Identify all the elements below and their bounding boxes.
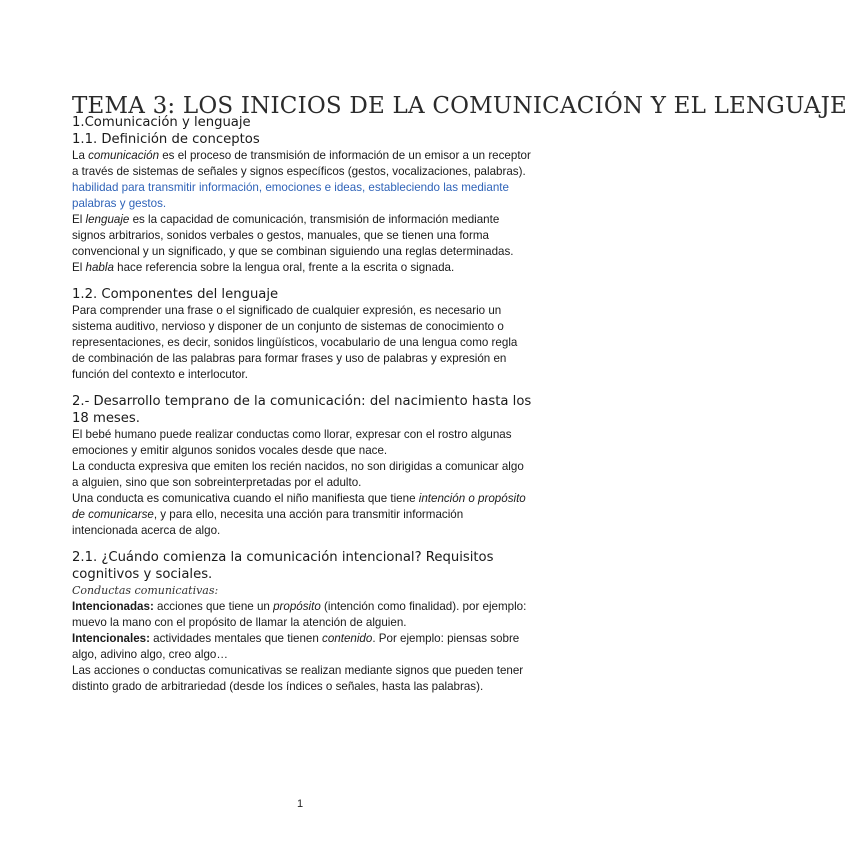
emphasis-text: habla xyxy=(85,261,114,274)
text-run: actividades mentales que tienen xyxy=(149,632,323,645)
paragraph-comunicacion xyxy=(72,148,532,212)
paragraph-conducta-comunicativa xyxy=(72,491,532,539)
paragraph-bebe: El bebé humano puede realizar conductas como llorar, expresar con el rostro algunas emociones y emitir algunos sonidos vocales desde que nace. xyxy=(72,428,512,457)
subsection-heading-1-1: 1.1. Definición de conceptos xyxy=(72,132,260,147)
term-label: Intencionadas: xyxy=(72,600,154,613)
page-number: 1 xyxy=(296,798,304,810)
emphasis-text: intención o propósito de comunicarse xyxy=(72,492,526,521)
paragraph-conducta-expresiva: La conducta expresiva que emiten los recién nacidos, no son dirigidas a comunicar algo a alguien, sino que son sobreinterpretadas por el adulto. xyxy=(72,460,524,489)
text-run: (intención como finalidad). por ejemplo: muevo la mano con el propósito de llamar la atención de alguien. xyxy=(72,600,527,629)
handwritten-note: Conductas comunicativas: xyxy=(72,584,219,597)
paragraph-componentes: Para comprender una frase o el significado de cualquier expresión, es necesario un sistema auditivo, nervioso y disponer de un conjunto de sistemas de conocimiento o representaciones, es decir, sonidos lingüísticos, vocabulario de una lengua como regla de combinación de las palabras para formar frases y uso de palabras y expresión en función del contexto e interlocutor. xyxy=(72,304,518,381)
document-title: TEMA 3: LOS INICIOS DE LA COMUNICACIÓN Y EL LENGUAJE xyxy=(72,93,847,120)
emphasis-text: lenguaje xyxy=(85,213,130,226)
item-intencionales xyxy=(72,631,532,663)
text-run: acciones que tiene un xyxy=(153,600,274,613)
section-heading-2: 2.- Desarrollo temprano de la comunicación: del nacimiento hasta los 18 meses. xyxy=(72,394,532,426)
emphasis-text: comunicación xyxy=(88,149,160,162)
text-run: es el proceso de transmisión de información de un emisor a un receptor a través de sistemas de señales y signos específicos (gestos, vocalizaciones, palabras). xyxy=(72,149,531,178)
text-run: . Por ejemplo: piensas sobre algo, adivino algo, creo algo… xyxy=(72,632,520,661)
paragraph-signos: Las acciones o conductas comunicativas se realizan mediante signos que pueden tener distinto grado de arbitrariedad (desde los índices o señales, hasta las palabras). xyxy=(72,664,524,693)
paragraph-habla xyxy=(72,260,532,276)
emphasis-text: propósito xyxy=(273,600,321,613)
highlight-note: habilidad para transmitir información, emociones e ideas, estableciendo las mediante palabras y gestos. xyxy=(72,181,509,210)
paragraph-lenguaje xyxy=(72,212,532,260)
emphasis-text: contenido xyxy=(322,632,373,645)
document-body xyxy=(72,114,532,695)
section-heading-1: 1.Comunicación y lenguaje xyxy=(72,115,251,130)
text-run: Una conducta es comunicativa cuando el niño manifiesta que tiene xyxy=(72,492,419,505)
text-run: es la capacidad de comunicación, transmisión de información mediante signos arbitrarios, sonidos verbales o gestos, manuales, que se tienen una forma convencional y un significado, y que se combinan siguiendo una reglas determinadas. xyxy=(72,213,514,258)
text-run: El xyxy=(72,261,86,274)
subsection-heading-2-1: 2.1. ¿Cuándo comienza la comunicación intencional? Requisitos cognitivos y sociales. xyxy=(72,550,494,582)
item-intencionadas xyxy=(72,599,532,631)
text-run: hace referencia sobre la lengua oral, frente a la escrita o signada. xyxy=(113,261,455,274)
text-run: El xyxy=(72,213,86,226)
subsection-heading-1-2: 1.2. Componentes del lenguaje xyxy=(72,287,279,302)
term-label: Intencionales: xyxy=(72,632,150,645)
text-run: La xyxy=(72,149,89,162)
text-run: , y para ello, necesita una acción para transmitir información intencionada acerca de algo. xyxy=(72,508,464,537)
